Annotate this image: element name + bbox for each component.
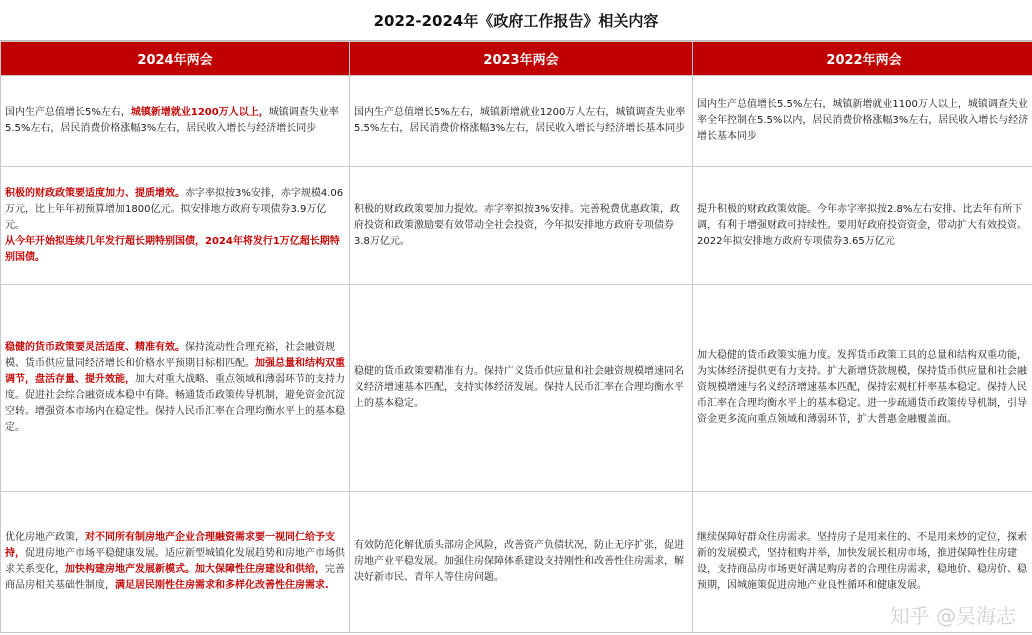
highlighted-text: 加强总量和结构双重调节，盘活存量、提升效能， (5, 358, 345, 385)
cell-2024-fiscal-policy (1, 167, 350, 285)
cell-2022-fiscal-policy: 提升积极的财政政策效能。今年赤字率拟按2.8%左右安排、比去年有所下调，有利于增强财政可持续性。要用好政府投资资金，带动扩大有效投资。2022年拟安排地方政府专项债券3.65万亿元 (693, 167, 1032, 285)
header-2022: 2022年两会 (693, 42, 1032, 76)
header-row (1, 42, 1032, 76)
highlighted-text: 稳健的货币政策要灵活适度、精准有效。 (5, 342, 185, 353)
cell-text: 赤字率拟按3%安排，赤字规模4.06万元，比上年年初预算增加1800亿元。拟安排地方政府专项债券3.9万亿元。 (5, 187, 344, 231)
header-2024: 2024年两会 (1, 42, 350, 76)
cell-2023-real-estate: 有效防范化解优质头部房企风险，改善资产负债状况，防止无序扩张，促进房地产业平稳发展。加强住房保障体系建设支持刚性和改善性住房需求，解决好新市民、青年人等住房问题。 (350, 492, 693, 633)
highlighted-text: 满足居民刚性住房需求和多样化改善性住房需求. (115, 580, 329, 591)
highlighted-text: 积极的财政政策要适度加力、提质增效。 (5, 187, 185, 199)
highlighted-text: 对不同所有制房地产企业合理融资需求要一视同仁给予支持， (5, 532, 335, 559)
highlighted-text: 加快构建房地产发展新模式。加大保障性住房建设和供给， (65, 564, 325, 575)
table-row (1, 76, 1032, 167)
cell-text: 城镇调查失业率5.5%左右，居民消费价格涨幅3%左右，居民收入增长与经济增长同步 (5, 107, 339, 134)
cell-text: 国内生产总值增长5%左右， (5, 107, 131, 118)
table-row (1, 285, 1032, 492)
table-row (1, 492, 1032, 633)
table-title: 2022-2024年《政府工作报告》相关内容 (0, 0, 1032, 41)
highlighted-text: 城镇新增就业1200万人以上， (130, 107, 269, 118)
cell-2024-monetary-policy (1, 285, 350, 492)
cell-2022-monetary-policy: 加大稳健的货币政策实施力度。发挥货币政策工具的总量和结构双重功能，为实体经济提供更有力支持。扩大新增贷款规模，保持货币供应量和社会融资规模增速与名义经济增速基本匹配，保持宏观杠杆率基本稳定。保持人民币汇率在合理均衡水平上的基本稳定。进一步疏通货币政策传导机制，引导资金更多流向重点领域和薄弱环节，扩大普惠金融覆盖面。 (693, 285, 1032, 492)
cell-2024-real-estate (1, 492, 350, 633)
cell-text: 优化房地产政策， (5, 532, 85, 543)
cell-2022-real-estate: 继续保障好群众住房需求。坚持房子是用来住的、不是用来炒的定位，探索新的发展模式，坚持租购并举，加快发展长租房市场，推进保障性住房建设，支持商品房市场更好满足购房者的合理住房需求，稳地价、稳房价、稳预期，因城施策促进房地产业良性循环和健康发展。 (693, 492, 1032, 633)
cell-text: 完善商品房相关基础性制度， (5, 564, 345, 591)
header-2023: 2023年两会 (350, 42, 693, 76)
cell-2024-growth-targets (1, 76, 350, 167)
table-row (1, 167, 1032, 285)
highlighted-text: 从今年开始拟连续几年发行超长期特别国债，2024年将发行1万亿超长期特别国债。 (5, 235, 340, 263)
cell-2022-growth-targets: 国内生产总值增长5.5%左右，城镇新增就业1100万人以上，城镇调查失业率全年控制在5.5%以内，居民消费价格涨幅3%左右，居民收入增长与经济增长基本同步 (693, 76, 1032, 167)
cell-2023-growth-targets: 国内生产总值增长5%左右，城镇新增就业1200万人左右，城镇调查失业率5.5%左右，居民消费价格涨幅3%左右，居民收入增长与经济增长基本同步 (350, 76, 693, 167)
comparison-table (0, 41, 1032, 633)
watermark: 知乎 @吴海志 (889, 604, 1016, 628)
cell-2023-fiscal-policy: 积极的财政政策要加力提效。赤字率拟按3%安排。完善税费优惠政策，政府投资和政策激励要有效带动全社会投资，今年拟安排地方政府专项债券3.8万亿元。 (350, 167, 693, 285)
cell-text: 保持流动性合理充裕，社会融资规模、货币供应量同经济增长和价格水平预期目标相匹配。 (5, 342, 335, 369)
cell-2023-monetary-policy: 稳健的货币政策要精准有力。保持广义货币供应量和社会融资规模增速同名义经济增速基本匹配，支持实体经济发展。保持人民币汇率在合理均衡水平上的基本稳定。 (350, 285, 693, 492)
cell-text: 加大对重大战略、重点领域和薄弱环节的支持力度。促进社会综合融资成本稳中有降。畅通货币政策传导机制，避免资金沉淀空转。增强资本市场内在稳定性。保持人民币汇率在合理均衡水平上的基本稳定。 (5, 374, 345, 433)
cell-text: 促进房地产市场平稳健康发展。适应新型城镇化发展趋势和房地产市场供求关系变化， (5, 548, 345, 575)
